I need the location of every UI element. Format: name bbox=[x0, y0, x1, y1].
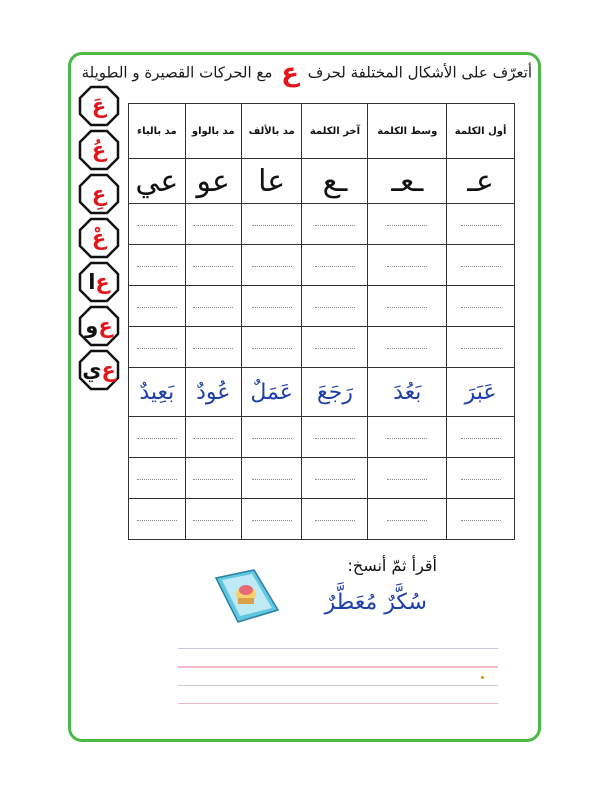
vowel-badges bbox=[78, 85, 124, 393]
copy-word-1: سُكَّرٌ bbox=[384, 590, 427, 615]
practice-cell[interactable] bbox=[302, 286, 368, 327]
practice-cell[interactable] bbox=[447, 327, 515, 368]
practice-cell[interactable] bbox=[302, 458, 368, 499]
word-cell: رَجَعَ bbox=[302, 368, 368, 417]
practice-cell[interactable] bbox=[368, 499, 447, 540]
practice-cell[interactable] bbox=[129, 458, 186, 499]
form-cell: عا bbox=[241, 159, 302, 204]
header-cell: أول الكلمة bbox=[447, 104, 515, 159]
badge-letter: ع bbox=[98, 314, 113, 338]
word-cell: بَعُدَ bbox=[368, 368, 447, 417]
practice-cell[interactable] bbox=[368, 245, 447, 286]
practice-cell[interactable] bbox=[185, 499, 241, 540]
header-cell: مد بالألف bbox=[241, 104, 302, 159]
badge-ya bbox=[78, 349, 120, 391]
book-icon bbox=[214, 568, 280, 626]
badge-sukun bbox=[78, 217, 120, 259]
copy-word-2: مُعَطَّرٌ bbox=[324, 590, 378, 615]
title-letter: ع bbox=[281, 58, 299, 88]
writing-lines[interactable] bbox=[178, 648, 498, 721]
badge-letter: ع bbox=[101, 358, 116, 382]
practice-cell[interactable] bbox=[302, 417, 368, 458]
practice-cell[interactable] bbox=[302, 499, 368, 540]
badge-fatha bbox=[78, 85, 120, 127]
practice-cell[interactable] bbox=[368, 327, 447, 368]
practice-cell[interactable] bbox=[129, 245, 186, 286]
practice-cell[interactable] bbox=[241, 327, 302, 368]
word-cell: بَعِيدٌ bbox=[129, 368, 186, 417]
header-cell: مد بالياء bbox=[129, 104, 186, 159]
header-row bbox=[129, 104, 515, 159]
form-cell: عـ bbox=[447, 159, 515, 204]
forms-row bbox=[129, 159, 515, 204]
practice-row bbox=[129, 499, 515, 540]
practice-cell[interactable] bbox=[129, 204, 186, 245]
read-copy-label: أقرأ ثمّ أنسخ: bbox=[347, 556, 437, 575]
practice-row bbox=[129, 286, 515, 327]
word-cell: عُودٌ bbox=[185, 368, 241, 417]
practice-cell[interactable] bbox=[185, 327, 241, 368]
practice-cell[interactable] bbox=[302, 204, 368, 245]
page-title bbox=[72, 58, 532, 88]
form-cell: عي bbox=[129, 159, 186, 204]
writing-line bbox=[178, 685, 498, 686]
writing-line bbox=[178, 648, 498, 649]
badge-letter: عْ bbox=[91, 226, 107, 250]
practice-cell[interactable] bbox=[241, 499, 302, 540]
header-cell: آخر الكلمة bbox=[302, 104, 368, 159]
practice-cell[interactable] bbox=[447, 458, 515, 499]
practice-cell[interactable] bbox=[185, 458, 241, 499]
badge-alif bbox=[78, 261, 120, 303]
practice-row bbox=[129, 458, 515, 499]
practice-cell[interactable] bbox=[447, 499, 515, 540]
practice-cell[interactable] bbox=[185, 245, 241, 286]
practice-cell[interactable] bbox=[241, 458, 302, 499]
badge-letter: ع bbox=[95, 270, 110, 294]
copy-words bbox=[325, 590, 427, 615]
practice-cell[interactable] bbox=[129, 499, 186, 540]
form-cell: ـعـ bbox=[368, 159, 447, 204]
practice-cell[interactable] bbox=[447, 286, 515, 327]
word-cell: عَمَلٌ bbox=[241, 368, 302, 417]
form-cell: ـع bbox=[302, 159, 368, 204]
practice-cell[interactable] bbox=[241, 286, 302, 327]
practice-cell[interactable] bbox=[185, 204, 241, 245]
practice-row bbox=[129, 204, 515, 245]
practice-cell[interactable] bbox=[129, 417, 186, 458]
words-row bbox=[129, 368, 515, 417]
writing-line bbox=[178, 666, 498, 667]
practice-cell[interactable] bbox=[368, 458, 447, 499]
practice-cell[interactable] bbox=[185, 417, 241, 458]
badge-waw bbox=[78, 305, 120, 347]
badge-letter: عُ bbox=[91, 138, 107, 162]
practice-cell[interactable] bbox=[447, 417, 515, 458]
practice-row bbox=[129, 417, 515, 458]
dot-mark bbox=[481, 676, 484, 679]
practice-row bbox=[129, 327, 515, 368]
practice-cell[interactable] bbox=[447, 204, 515, 245]
badge-damma bbox=[78, 129, 120, 171]
title-before: أتعرّف على الأشكال المختلفة لحرف bbox=[307, 63, 532, 82]
practice-cell[interactable] bbox=[302, 327, 368, 368]
letter-forms-table bbox=[128, 103, 515, 540]
practice-row bbox=[129, 245, 515, 286]
badge-letter: عِ bbox=[91, 182, 107, 206]
practice-cell[interactable] bbox=[129, 286, 186, 327]
practice-cell[interactable] bbox=[447, 245, 515, 286]
badge-extension: ا bbox=[88, 270, 96, 294]
badge-letter: عَ bbox=[91, 94, 107, 118]
practice-cell[interactable] bbox=[368, 286, 447, 327]
badge-extension: و bbox=[85, 314, 99, 338]
header-cell: وسط الكلمة bbox=[368, 104, 447, 159]
practice-cell[interactable] bbox=[241, 417, 302, 458]
practice-cell[interactable] bbox=[241, 204, 302, 245]
badge-kasra bbox=[78, 173, 120, 215]
form-cell: عو bbox=[185, 159, 241, 204]
practice-cell[interactable] bbox=[241, 245, 302, 286]
word-cell: عَبَرَ bbox=[447, 368, 515, 417]
practice-cell[interactable] bbox=[302, 245, 368, 286]
title-after: مع الحركات القصيرة و الطويلة bbox=[81, 63, 273, 82]
practice-cell[interactable] bbox=[129, 327, 186, 368]
practice-cell[interactable] bbox=[185, 286, 241, 327]
header-cell: مد بالواو bbox=[185, 104, 241, 159]
practice-cell[interactable] bbox=[368, 417, 447, 458]
practice-cell[interactable] bbox=[368, 204, 447, 245]
badge-extension: ي bbox=[82, 358, 102, 382]
writing-line bbox=[178, 703, 498, 704]
